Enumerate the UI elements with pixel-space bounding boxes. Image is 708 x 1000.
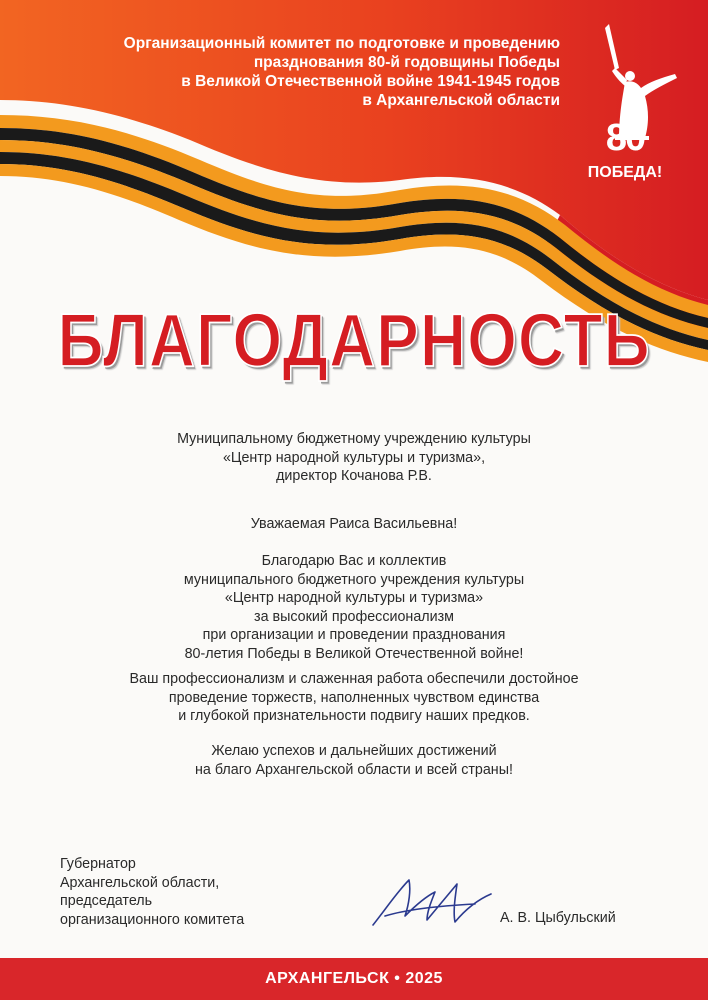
recipient-block [40,430,668,486]
position-line: председатель [60,893,153,909]
paragraph-line: Благодарю Вас и коллектив [261,553,447,569]
organizing-committee-header [30,34,560,110]
document-title: БЛАГОДАРНОСТЬ [57,297,651,383]
header-line: Организационный комитет по подготовке и проведению [123,35,560,52]
paragraph-line: на благо Архангельской области и всей страны! [195,761,513,778]
paragraph-line: и глубокой признательности подвигу наших предков. [178,708,530,724]
recipient-line: директор Кочанова Р.В. [276,468,432,484]
header-line: в Архангельской области [362,92,560,109]
paragraph-line: муниципального бюджетного учреждения культуры [183,571,525,588]
handwritten-signature [365,870,500,940]
paragraph-line: 80-летия Победы в Великой Отечественной войне! [184,645,524,662]
emblem-label: ПОБЕДА! [587,164,663,181]
position-line: Губернатор [60,856,136,872]
greeting [40,515,668,534]
greeting-line: Уважаемая Раиса Васильевна! [250,516,458,532]
wishes-paragraph [40,742,668,779]
paragraph-line: Желаю успехов и дальнейших достижений [211,743,497,759]
header-line: празднования 80-й годовщины Победы [253,54,560,71]
signer-name: А. В. Цыбульский [500,910,616,926]
paragraph-line: Ваш профессионализм и слаженная работа обеспечили достойное [129,671,579,687]
header-line: в Великой Отечественной войне 1941-1945 годов [181,73,560,90]
position-line: Архангельской области, [60,874,220,891]
recipient-line: Муниципальному бюджетному учреждению культуры [177,431,531,447]
footer-text: АРХАНГЕЛЬСК • 2025 [265,970,443,987]
paragraph-line: «Центр народной культуры и туризма» [224,590,484,606]
paragraph-line: за высокий профессионализм [254,608,454,625]
professionalism-paragraph [40,670,668,726]
paragraph-line: проведение торжеств, наполненных чувством единства [168,689,540,706]
gratitude-paragraph [40,552,668,663]
position-line: организационного комитета [60,911,245,928]
signer-position [60,855,244,929]
recipient-line: «Центр народной культуры и туризма», [222,449,486,466]
emblem-number: 80 [605,117,645,159]
footer-bar [0,958,708,1000]
paragraph-line: при организации и проведении празднования [202,627,506,643]
